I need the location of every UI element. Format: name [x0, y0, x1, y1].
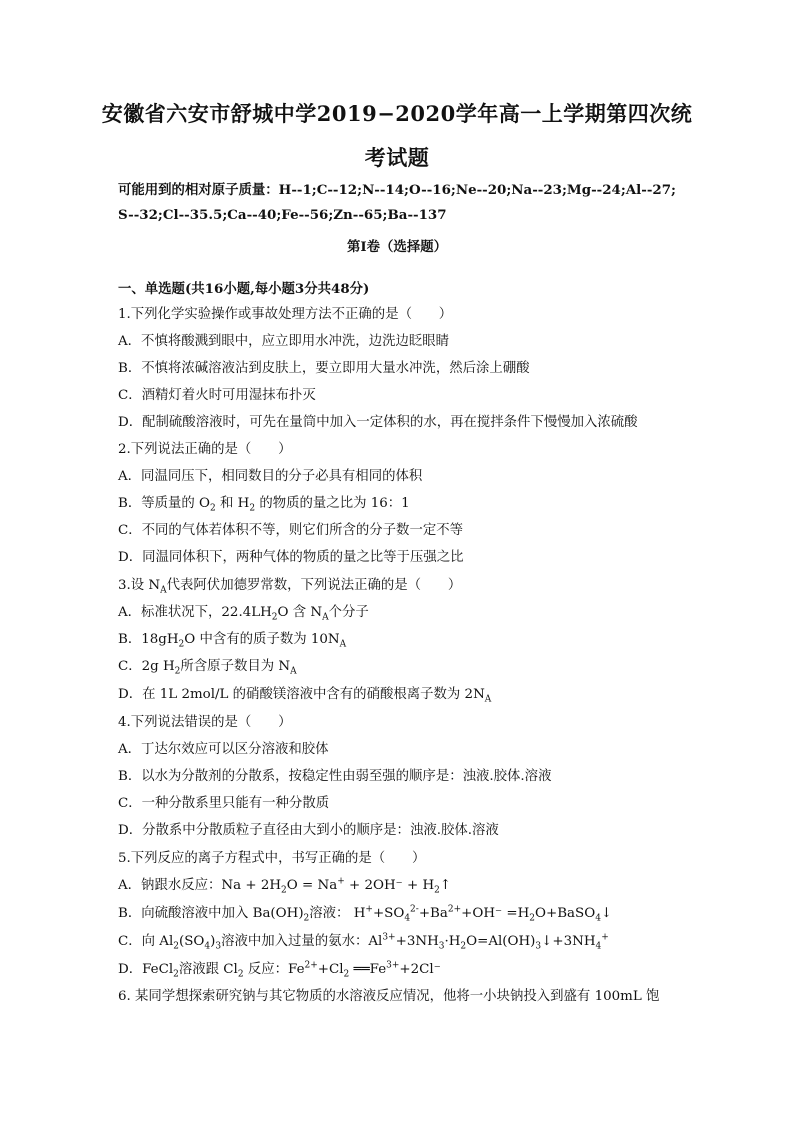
q1-option-b: B．不慎将浓碱溶液沾到皮肤上，要立即用大量水冲洗，然后涂上硼酸 — [118, 361, 530, 376]
q5-option-b: B．向硫酸溶液中加入 $Ba(OH)_2$溶液： $H^++SO_4^{2-}+Ba^{2+}+OH^-$ $=H_2O+BaSO_4↓$ — [118, 904, 613, 924]
q4-option-b: B．以水为分散剂的分散系，按稳定性由弱至强的顺序是：浊液.胶体.溶液 — [118, 769, 552, 784]
q2-option-c: C．不同的气体若体积不等，则它们所含的分子数一定不等 — [118, 523, 464, 538]
part-title: 一、单选题(共16小题,每小题3分共48分) — [118, 281, 370, 297]
q5-stem: 5.下列反应的离子方程式中，书写正确的是（ ） — [118, 851, 426, 866]
exam-title-line-2: 考试题 — [364, 145, 430, 170]
q3-option-a: A．标准状况下，$22.4LH_2O$ 含 $N_A$个分子 — [118, 605, 369, 623]
q3-option-d: D．在 1L 2mol/L 的硝酸镁溶液中含有的硝酸根离子数为 $2N_A$ — [118, 687, 492, 705]
q1-stem: 1.下列化学实验操作或事故处理方法不正确的是（ ） — [118, 307, 453, 322]
q1-option-c: C．酒精灯着火时可用湿抹布扑灭 — [118, 388, 316, 403]
q4-stem: 4.下列说法错误的是（ ） — [118, 715, 292, 730]
q4-option-c: C．一种分散系里只能有一种分散质 — [118, 796, 330, 811]
q5-option-c: C．向 $Al_2(SO_4)_3$溶液中加入过量的氨水：$Al^{3+}+3NH_3\cdot H_2O=Al(OH)_3↓+3NH_4^+$ — [118, 932, 609, 952]
atomic-mass-line-1: 可能用到的相对原子质量：H--1;C--12;N--14;O--16;Ne--20;Na--23;Mg--24;Al--27; — [118, 182, 676, 198]
q1-option-a: A．不慎将酸溅到眼中，应立即用水冲洗，边洗边眨眼睛 — [118, 334, 450, 349]
section-title: 第Ⅰ卷（选择题） — [347, 239, 447, 255]
q3-option-c: C．2g $H_2$所含原子数目为 $N_A$ — [118, 659, 297, 677]
q2-option-a: A．同温同压下，相同数目的分子必具有相同的体积 — [118, 469, 423, 484]
q3-option-b: B．$18gH_2O$ 中含有的质子数为 $10N_A$ — [118, 632, 347, 650]
q5-option-a: A．钠跟水反应：$Na + 2H_2O = Na^+ + 2OH^-$ + $H_2↑$ — [118, 876, 452, 896]
q2-option-d: D．同温同体积下，两种气体的物质的量之比等于压强之比 — [118, 550, 464, 565]
q2-option-b: B．等质量的 $O_2$ 和 $H_2$ 的物质的量之比为 16：1 — [118, 496, 410, 514]
exam-title-line-1: 安徽省六安市舒城中学2019−2020学年高一上学期第四次统 — [101, 101, 693, 126]
atomic-mass-line-2: S--32;Cl--35.5;Ca--40;Fe--56;Zn--65;Ba--137 — [118, 207, 447, 223]
q6-stem: 6. 某同学想探索研究钠与其它物质的水溶液反应情况，他将一小块钠投入到盛有 100mL 饱 — [118, 989, 660, 1004]
q4-option-a: A．丁达尔效应可以区分溶液和胶体 — [118, 742, 329, 757]
q2-stem: 2.下列说法正确的是（ ） — [118, 442, 292, 457]
q3-stem: 3.设 $N_A$代表阿伏加德罗常数，下列说法正确的是（ ） — [118, 578, 462, 596]
q1-option-d: D．配制硫酸溶液时，可先在量筒中加入一定体积的水，再在搅拌条件下慢慢加入浓硫酸 — [118, 415, 638, 430]
q5-option-d: D．FeCl$_2$溶液跟 $Cl_2$ 反应：$Fe^{2+}+Cl_2$ $══Fe^{3+}+2Cl^-$ — [118, 960, 441, 980]
q4-option-d: D．分散系中分散质粒子直径由大到小的顺序是：浊液.胶体.溶液 — [118, 823, 499, 838]
